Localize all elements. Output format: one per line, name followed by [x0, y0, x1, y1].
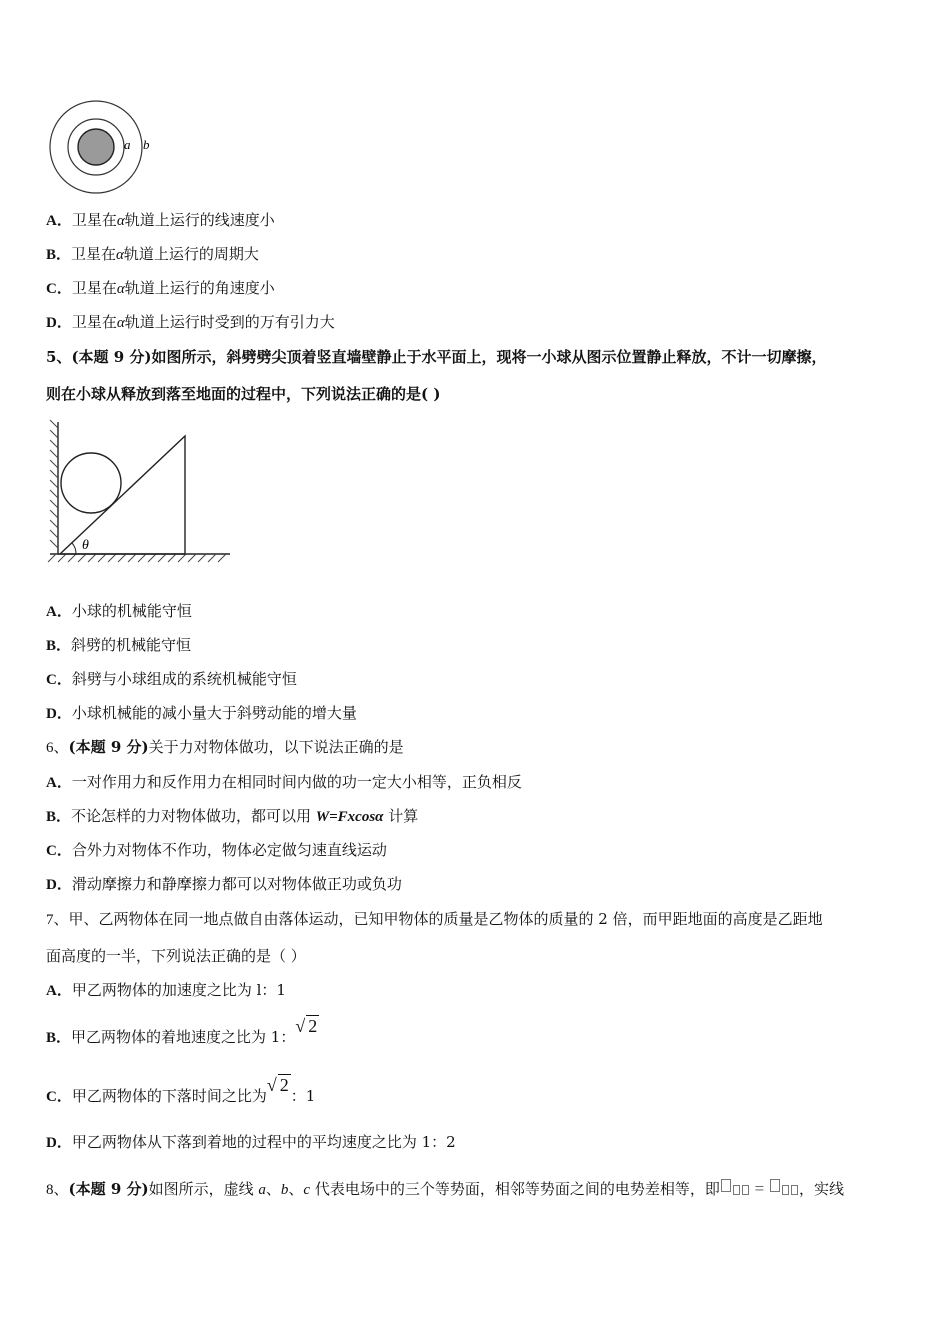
q4-option-c: C．卫星在α轨道上运行的角速度小	[46, 279, 275, 297]
q4-option-d: D．卫星在α轨道上运行时受到的万有引力大	[46, 313, 335, 331]
q7-stem-line2: 面高度的一半，下列说法正确的是（ ）	[46, 947, 306, 965]
missing-glyph-sub3	[782, 1185, 789, 1195]
angle-label: θ	[82, 538, 89, 553]
q5-option-b: B．斜劈的机械能守恒	[46, 636, 192, 654]
q5-option-d: D．小球机械能的减小量大于斜劈动能的增大量	[46, 704, 357, 722]
equals-sign: =	[754, 1179, 765, 1198]
sqrt-two-b: √ 2	[295, 1016, 318, 1036]
work-formula: W=Fxcosα	[315, 809, 384, 825]
q6-option-a: A．一对作用力和反作用力在相同时间内做的功一定大小相等，正负相反	[46, 773, 522, 791]
wedge-figure	[44, 418, 236, 568]
missing-glyph-u	[721, 1179, 731, 1192]
orbit-figure	[44, 96, 164, 198]
q7-option-d: D．甲乙两物体从下落到着地的过程中的平均速度之比为 1：2	[46, 1133, 456, 1151]
q5-option-a: A．小球的机械能守恒	[46, 602, 192, 620]
orbit-label-a: a	[124, 137, 131, 152]
missing-glyph-u2	[770, 1179, 780, 1192]
q6-option-c: C．合外力对物体不作功，物体必定做匀速直线运动	[46, 841, 387, 859]
wedge	[60, 436, 185, 554]
q7-option-a: A．甲乙两物体的加速度之比为 l：1	[46, 981, 286, 999]
q4-option-b: B．卫星在α轨道上运行的周期大	[46, 245, 259, 263]
planet	[78, 129, 114, 165]
q7-stem-line1: 7、甲、乙两物体在同一地点做自由落体运动，已知甲物体的质量是乙物体的质量的 2 倍，而甲距地面的高度是乙距地	[46, 910, 823, 928]
q4-option-a: A．卫星在α轨道上运行的线速度小	[46, 211, 275, 229]
sqrt-two-c: √ 2	[266, 1075, 289, 1095]
missing-glyph-sub4	[791, 1185, 798, 1195]
q6-option-d: D．滑动摩擦力和静摩擦力都可以对物体做正功或负功	[46, 875, 402, 893]
q7-option-b: B．甲乙两物体的着地速度之比为 1：√ 2	[46, 1016, 318, 1046]
angle-arc	[72, 543, 76, 554]
missing-glyph-sub1	[733, 1185, 740, 1195]
missing-glyph-sub2	[742, 1185, 749, 1195]
q6-stem: 6、(本题 9 分)关于力对物体做功，以下说法正确的是	[46, 738, 404, 756]
q6-option-b: B．不论怎样的力对物体做功，都可以用 W=Fxcosα 计算	[46, 807, 419, 825]
q7-option-c: C．甲乙两物体的下落时间之比为√ 2：1	[46, 1075, 316, 1105]
q5-stem-line1: 5、(本题 9 分)如图所示，斜劈劈尖顶着竖直墙壁静止于水平面上，现将一小球从图示位置静止释放，不计一切摩擦，	[46, 348, 827, 366]
ball	[61, 453, 121, 513]
q5-stem-line2: 则在小球从释放到落至地面的过程中，下列说法正确的是( )	[46, 385, 441, 403]
wall-hatching	[50, 420, 58, 548]
orbit-label-b: b	[143, 137, 150, 152]
q8-stem: 8、(本题 9 分)如图所示，虚线 a、b、c 代表电场中的三个等势面，相邻等势面之间的电势差相等，即 = ，实线	[46, 1179, 845, 1198]
ground-hatching	[48, 554, 226, 562]
q5-option-c: C．斜劈与小球组成的系统机械能守恒	[46, 670, 297, 688]
